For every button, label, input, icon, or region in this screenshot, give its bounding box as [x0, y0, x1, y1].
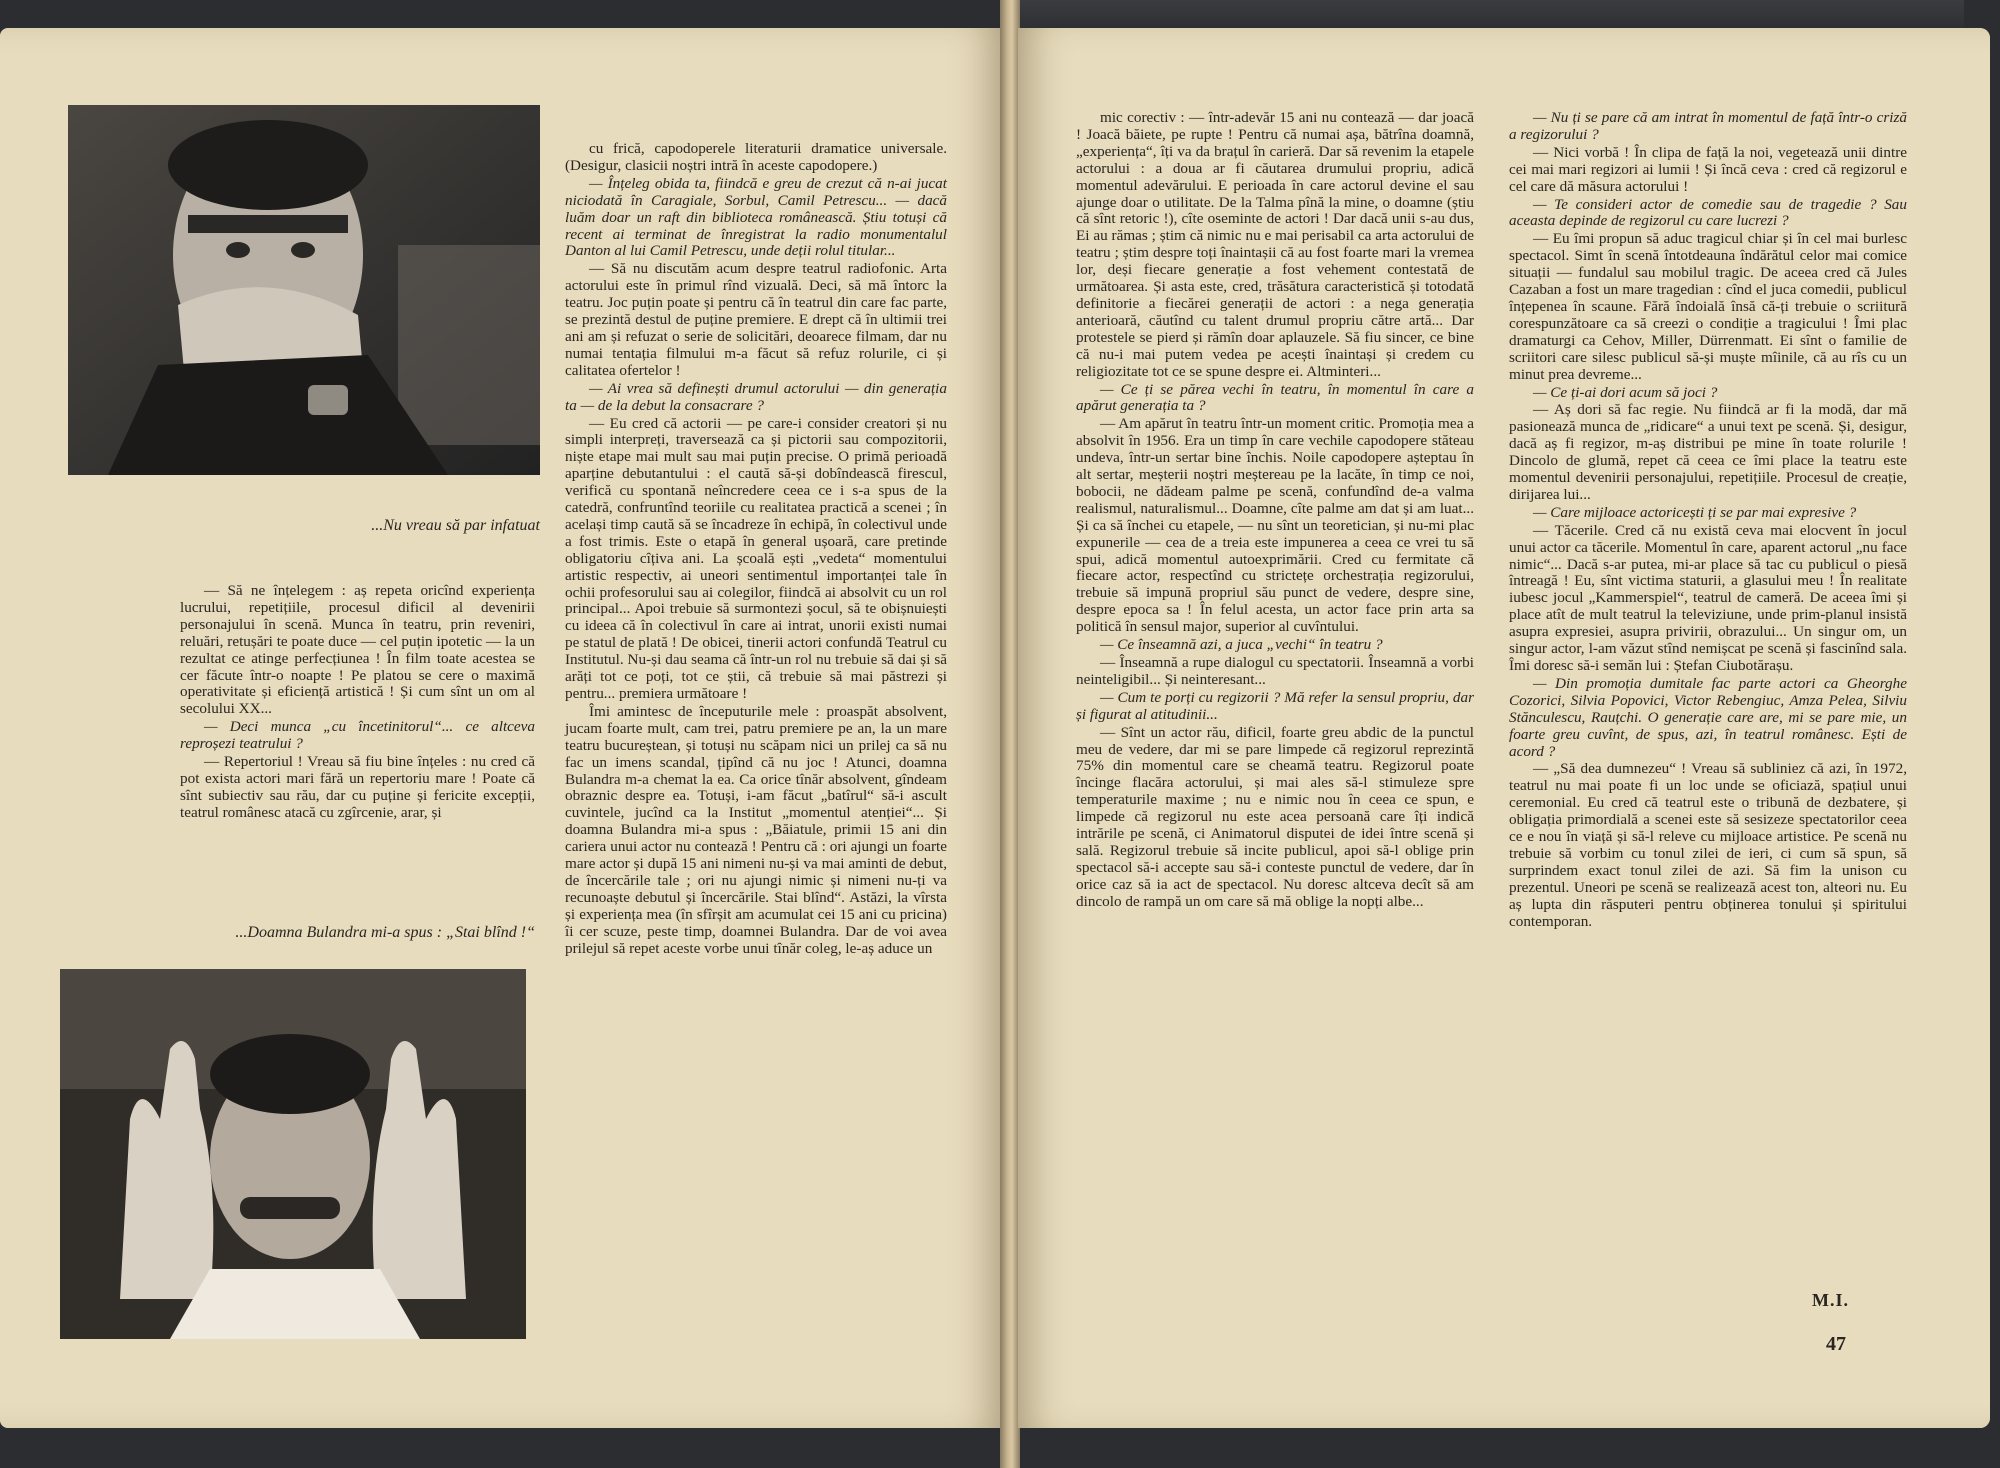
- paragraph: — Repertoriul ! Vreau să fiu bine înțeles : nu cred că pot exista actori mari fără un repertoriu mare ! Poate că sînt subiectiv sau rău, dar cu puține și fericite excepții, teatrul românesc atacă cu zgîrcenie, arar, și: [180, 753, 535, 821]
- photo-illustration-2: [60, 969, 526, 1339]
- photo2-caption: ...Doamna Bulandra mi-a spus : „Stai blînd !“: [235, 924, 535, 941]
- right-column-2: [1509, 110, 1907, 932]
- question-paragraph: — Din promoția dumitale fac parte actori ca Gheorghe Cozorici, Silvia Popovici, Victor Rebengiuc, Amza Pelea, Silviu Stănculescu, Rauțchi. O generație care are, mi se pare mie, un foarte greu cuvînt, de spus, azi, în teatrul românesc. Ești de acord ?: [1509, 674, 1907, 760]
- paragraph: — Nici vorbă ! În clipa de față la noi, vegetează unii dintre cei mai mari regizori ai lumii ! Și încă ceva : cred că regizorul e cel care dă măsura actorului !: [1509, 143, 1907, 195]
- left-column-2: [565, 141, 947, 959]
- author-signature: M.I.: [1812, 1290, 1849, 1310]
- question-paragraph: — Te consideri actor de comedie sau de tragedie ? Sau aceasta depinde de regizorul cu care lucrezi ?: [1509, 195, 1907, 230]
- book-binding: [1000, 0, 1020, 1468]
- paragraph: mic corectiv : — într-adevăr 15 ani nu contează — dar joacă ! Joacă băiete, pe rupte ! Pentru că numai așa, bătrîna doamnă, „experiența“, îți va da brațul în carieră. Dar să revenim la etapele actorului : a doua ar fi căutarea drumului propriu, adică momentul adevărului. E perioada în care actorul devine el sau ajunge doar o utilitate. De la Talma pînă la mine, o doamne (știu că sînt retoric !), cîte oseminte de actori ! Dar dacă unii s-au dus, Ei au rămas ; știm că nimic nu e mai perisabil ca arta actorului de teatru ; știm despre toți înaintașii că au fost foarte mari la vremea lor, deși fiecare generație a fost vehement contestată de următoarea. Și asta este, cred, trăsătura caracteristică și totodată definitorie a fiecărei generații de actori : a nega generația anterioară, căutînd cu talent drumul propriu către artă... Dar protestele se pierd și rămîn doar aplauzele. Să fiu sincer, ce bine că nu-i mai putem vedea pe acești înaintași și credem cu religiozitate tot ce se spune despre ei. Altminteri...: [1076, 109, 1474, 380]
- paragraph: cu frică, capodoperele literaturii dramatice universale. (Desigur, clasicii noștri intră în aceste capodopere.): [565, 140, 947, 174]
- paragraph: — Tăcerile. Cred că nu există ceva mai elocvent în jocul unui actor ca tăcerile. Momentul în care, aparent actorul „nu face nimic“... Dacă s-ar putea, mi-ar place să tac cu publicul o piesă întreagă ! Eu, sînt victima staturii, a glasului meu ! În realitate iubesc jocul „Kammerspiel“, teatrul de cameră. De aceea îmi și place atît de mult teatrul la televiziune, unde prim-planul insistă asupra expresiei, asupra privirii, obrazului... Un singur om, un singur actor, l-am văzut stînd nemișcat pe scenă și fascinînd sala. Îmi doresc să-i semăn lui : Ștefan Ciubotărașu.: [1509, 521, 1907, 674]
- question-paragraph: — Ce ți se părea vechi în teatru, în momentul în care a apărut generația ta ?: [1076, 380, 1474, 415]
- left-page: [0, 28, 1002, 1428]
- paragraph: — Să ne înțelegem : aș repeta oricînd experiența lucrului, repetițiile, procesul dificil al devenirii personajului în scenă. Munca în teatru, prin reveniri, reluări, retușări te poate duce — cel puțin ipotetic — la un rezultat ce atinge perfecțiunea ! În film toate acestea se cer făcute într-o noapte ! Pe platou se cere o maximă operativitate și eficiență artistică ! Și cum sînt un om al secolului XX...: [180, 582, 535, 718]
- question-paragraph: — Înțeleg obida ta, fiindcă e greu de crezut că n-ai jucat niciodată în Caragiale, Sorbul, Camil Petrescu... — dacă luăm doar un raft din biblioteca românească. Știu totuși că recent ai terminat de înregistrat la radio monumentalul Danton al lui Camil Petrescu, unde deții rolul titular...: [565, 174, 947, 260]
- question-paragraph: — Cum te porți cu regizorii ? Mă refer la sensul propriu, dar și figurat al atitudinii...: [1076, 688, 1474, 723]
- photo-illustration-1: [68, 105, 540, 475]
- question-paragraph: — Ce înseamnă azi, a juca „vechi“ în teatru ?: [1100, 636, 1383, 654]
- question-paragraph: — Nu ți se pare că am intrat în momentul de față într-o criză a regizorului ?: [1509, 109, 1907, 143]
- question-paragraph: — Ai vrea să definești drumul actorului — din generația ta — de la debut la consacrare ?: [565, 379, 947, 414]
- page-number: 47: [1826, 1333, 1846, 1355]
- right-page: [1018, 28, 1990, 1428]
- paragraph: — Sînt un actor rău, dificil, foarte greu abdic de la punctul meu de vedere, dar mi se pare limpede că regizorul reprezintă 75% din momentul care se cheamă teatru. Regizorul poate încinge flacăra actorului, și mai ales să-l stimuleze spre temperaturile maxime ; nu e nimic nou în ceea ce spun, e limpede că regizorul nu este acea persoană care îți indică intrările pe scenă, ci Animatorul disputei de idei între scenă și sală. Regizorul trebuie să incite publicul, apoi să-l oblige prin spectacol să-i accepte sau să-i conteste punctul de vedere, dar în orice caz să ia act de spectacol. Nu doresc altceva decît să am dincolo de rampă un om care să mă oblige la nopți albe...: [1076, 723, 1474, 910]
- paragraph: — Să nu discutăm acum despre teatrul radiofonic. Arta actorului este în primul rînd vizuală. Deci, să mă întorc la teatru. Joc puțin poate și pentru că în teatrul din care fac parte, se prezintă destul de puține premiere. E drept că în ultimii trei ani am și refuzat o serie de solicitări, deoarece filmam, dar nu numai tentația filmului m-a făcut să refuz rolurile, ci și calitatea ofertelor !: [565, 260, 947, 379]
- paragraph: — „Să dea dumnezeu“ ! Vreau să subliniez că azi, în 1972, teatrul nu mai poate fi un loc unde se oficiază, spațiul unui ceremonial. Eu cred că teatrul este o tribună de dezbatere, și obligația primordială a scenei este să sesizeze spectatorilor ceea ce e nou în viață și să-l releve cu mijloace artistice. Pe scenă nu trebuie să vorbim cu tonul zilei de ieri, ci cum să spun, să surprindem exact tonul zilei de azi. Să fim la unison cu prezentul. Uneori pe scenă se realizează acest ton, alteori nu. Eu aș lupta din răsputeri pentru obținerea tonului și spiritului contemporan.: [1509, 760, 1907, 930]
- portrait-photo-hand-over-mouth: [68, 105, 540, 475]
- paragraph: — Înseamnă a rupe dialogul cu spectatorii. Înseamnă a vorbi neinteligibil... Și neinteresant...: [1076, 654, 1474, 688]
- paragraph: — Am apărut în teatru într-un moment critic. Promoția mea a absolvit în 1956. Era un timp în care vechile capodopere stăteau undeva, într-un sertar bine închis. Noile capodopere așteptau în alt sertar, meșterii noștri meștereau pe la lacăte, în timp ce noi, bobocii, ne dădeam palme pe scenă, confundînd de-a valma realismul, naturalismul... Doamne, cîte palme am dat și am luat... Și ca să închei cu etapele, — nu sînt un teoretician, și nu-mi plac expunerile — cea de a treia este impunerea a ceea ce vrei tu să spui, adică momentul autoexprimării. Cred cu fermitate că fiecare actor, respectînd cu strictețe orchestrația regizorului, trebuie să impună propriul său punct de vedere, despre sine, despre epoca sa ! În felul acesta, un actor face prin arta sa politică în sensul major, superior al cuvîntului.: [1076, 415, 1474, 636]
- photo1-caption: ...Nu vreau să par infatuat: [371, 517, 540, 534]
- left-column-1: [180, 583, 535, 823]
- paragraph: Îmi amintesc de începuturile mele : proaspăt absolvent, jucam foarte mult, cam trei, patru premiere pe an, la un mare teatru bucureștean, și totuși nu scăpam nici un prilej ca să nu fac un imens scandal, țipînd că nu joc ! Atunci, doamna Bulandra m-a chemat la ea. Ca orice tînăr absolvent, gîndeam obraznic despre ea. Totuși, i-am făcut „batîrul“ să-i ascult cuvintele, jucînd ca la Institut „momentul atenției“... Și doamna Bulandra mi-a spus : „Băiatule, primii 15 ani din cariera unui actor nu contează ! Pentru că : ori ajungi un foarte mare actor și după 15 ani nimeni nu-și va mai aminti de debut, de încercările tale ; ori nu ajungi nimic și nimeni nu-ți va recunoaște debutul și încercările. Stai blînd“. Astăzi, la vîrsta și experiența mea (în sfîrșit am acumulat cei 15 ani cu pricina) îi cer scuze, peste timp, doamnei Bulandra. Dar de voi avea prilejul să repet aceste vorbe unui tînăr coleg, le-aș aduce un: [565, 702, 947, 957]
- paragraph: — Eu îmi propun să aduc tragicul chiar și în cel mai burlesc spectacol. Simt în scenă întotdeauna îndărătul celor mai comice situații — fundalul sau mobilul tragic. De aceea cred că Jules Cazaban a fost un mare tragedian : cînd el juca comedii, publicul înțepenea în scaune. Fără îndoială însă că-ți trebuie o scriitură corespunzătoare ca să creezi o condiție a tragicului ! Îmi plac dramaturgi ca Cehov, Miller, Dürrenmatt. Ei sînt o familie de scriitori care silesc publicul să-și muște mîinile, că au rîs cu un minut prea devreme...: [1509, 230, 1907, 383]
- paragraph: — Eu cred că actorii — pe care-i consider creatori și nu simpli interpreți, traversează ca și pictorii sau compozitorii, niște etape mai mult sau mai puțin precise. O primă perioadă aparține debutantului : el caută să-și dobîndească firescul, verifică cu spontană neîncredere ceea ce i s-a spus de la catedră, confruntînd teoriile cu realitatea practică a scenei ; în același timp caută să se încadreze în echipă, în colectivul unde a fost trimis. Este o etapă în general ușoară, care pretinde obligatoriu cîțiva ani. La școală ești „vedeta“ momentului artistic respectiv, ai uneori sentimentul importanței tale în ochii profesorului sau ai colegilor, fiindcă ai absolvit cu un rol principal... Apoi trebuie să surmontezi șocul, să te obișnuiești cu ideea că în colectivul în care ai intrat, unorii existi numai pe statul de plată ! De obicei, tinerii actori confundă Teatrul cu Institutul. Nu-și dau seama că într-un rol nu trebuie să dai și să arăți tot ce poți, tot ce știi, că trebuie să mai păstrezi și pentru... premiera următoare !: [565, 414, 947, 702]
- question-paragraph: — Deci munca „cu încetinitorul“... ce altceva reproșezi teatrului ?: [180, 718, 535, 753]
- right-column-1: [1076, 110, 1474, 912]
- paragraph: — Aș dori să fac regie. Nu fiindcă ar fi la modă, dar mă pasionează munca de „ridicare“ a unui text pe scenă. Și, desigur, dacă aș fi regizor, m-aș distribui pe mine în toate rolurile ! Dincolo de glumă, repet că ceea ce îmi place la teatru este momentul devenirii personajului, repetițiile. Procesul de creație, dirijarea lui...: [1509, 401, 1907, 503]
- portrait-photo-hands-framing-face: [60, 969, 526, 1339]
- question-paragraph: — Care mijloace actoricești ți se par mai expresive ?: [1533, 503, 1857, 521]
- question-paragraph: — Ce ți-ai dori acum să joci ?: [1533, 383, 1718, 401]
